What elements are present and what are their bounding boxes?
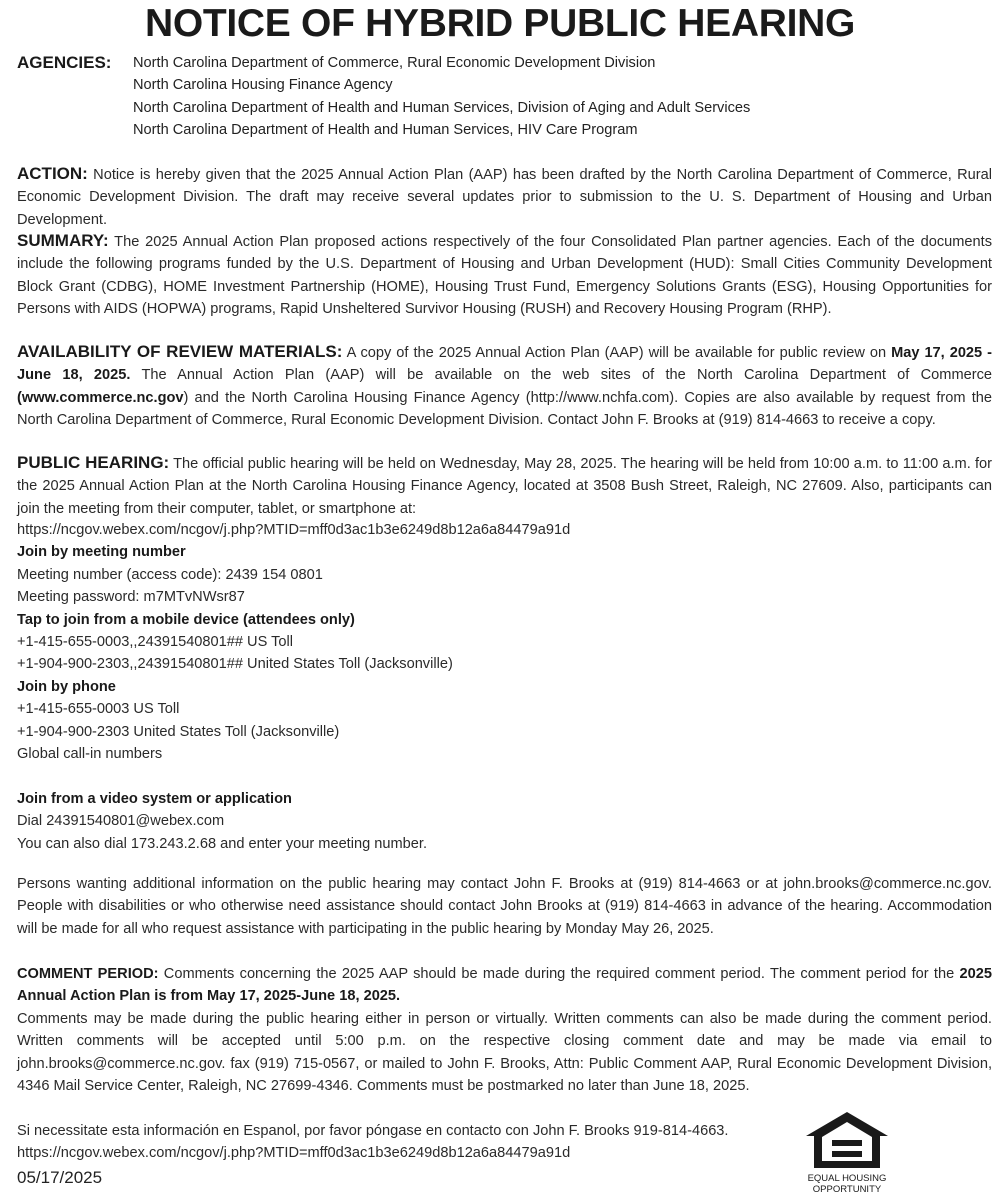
availability-text-1: A copy of the 2025 Annual Action Plan (AAP) will be available for public review on: [346, 345, 887, 361]
hearing-details: [17, 519, 992, 855]
commerce-url-link[interactable]: (www.commerce.nc.gov: [17, 389, 184, 406]
spanish-notice: Si necessitate esta información en Espanol, por favor póngase en contacto con John F. Brooks 919-814-4663.: [17, 1123, 729, 1139]
logo-line-1: EQUAL HOUSING: [807, 1173, 887, 1184]
availability-text-2: The Annual Action Plan (AAP) will be available on the web sites of the North Carolina Department of Commerce: [141, 367, 992, 384]
summary-label: SUMMARY:: [17, 231, 109, 250]
hearing-label: PUBLIC HEARING:: [17, 453, 170, 472]
spacer: [17, 765, 992, 787]
agencies-label: AGENCIES:: [17, 53, 112, 72]
mobile-number-2: +1-904-900-2303,,24391540801## United States Toll (Jacksonville): [17, 656, 453, 673]
comment-text-2: Comments may be made during the public hearing either in person or virtually. Written comments can also be made during the comment period. Written comments will be accepted until 5:00 p.m. on the respective closing comment date and may be made via email to john.brooks@commerce.nc.gov. fax (919) 715-0567, or mailed to John F. Brooks, Attn: Public Comment AAP, Rural Economic Development Division, 4346 Mail Service Center, Raleigh, NC 27699-4346. Comments must be postmarked no later than June 18, 2025.: [17, 1010, 992, 1095]
public-hearing-section: [17, 452, 992, 520]
hearing-text: The official public hearing will be held on Wednesday, May 28, 2025. The hearing will be held from 10:00 a.m. to 11:00 a.m. for the 2025 Annual Action Plan at the North Carolina Housing Finance Agency, located at 3508 Bush Street, Raleigh, NC 27609. Also, participants can join the meeting from their computer, tablet, or smartphone at:: [17, 456, 992, 517]
action-text: Notice is hereby given that the 2025 Annual Action Plan (AAP) has been drafted by the North Carolina Department of Commerce, Rural Economic Development Division. The draft may receive several updates prior to submission to the U. S. Department of Housing and Urban Development.: [17, 167, 992, 228]
meeting-number: Meeting number (access code): 2439 154 0801: [17, 566, 323, 583]
phone-heading: Join by phone: [17, 678, 116, 695]
join-number-heading: Join by meeting number: [17, 544, 186, 561]
summary-section: [17, 230, 992, 321]
summary-text: The 2025 Annual Action Plan proposed actions respectively of the four Consolidated Plan partner agencies. Each of the documents include the following programs funded by the U.S. Department of Housing and Urban Development (HUD): Small Cities Community Development Block Grant (CDBG), HOME Investment Partnership (HOME), Housing Trust Fund, Emergency Solutions Grants (ESG), Housing Opportunities for Persons with AIDS (HOPWA) programs, Rapid Unsheltered Survivor Housing (RUSH) and Recovery Housing Program (RHP).: [17, 234, 993, 318]
availability-text-3: ) and the North Carolina Housing Finance Agency (http://www.nchfa.com). Copies are also available by request from the North Carolina Department of Commerce, Rural Economic Development Division. Contact John F. Brooks at (919) 814-4663 to receive a copy.: [17, 389, 992, 429]
meeting-password: Meeting password: m7MTvNWsr87: [17, 589, 245, 606]
equal-housing-logo: [806, 1110, 888, 1194]
video-heading: Join from a video system or application: [17, 790, 292, 807]
phone-number-2: +1-904-900-2303 United States Toll (Jacksonville): [17, 723, 340, 740]
footer-webex-link[interactable]: https://ncgov.webex.com/ncgov/j.php?MTID=mff0d3ac1b3e6249d8b12a6a84479a91d: [17, 1145, 571, 1162]
comment-dates: 2025 Annual Action Plan is from May 17, 2025-June 18, 2025.: [17, 966, 992, 1005]
availability-label: AVAILABILITY OF REVIEW MATERIALS:: [17, 342, 343, 361]
agency-item: North Carolina Department of Health and Human Services, HIV Care Program: [133, 122, 638, 139]
action-section: [17, 163, 992, 231]
video-dial: Dial 24391540801@webex.com: [17, 813, 225, 830]
webex-link[interactable]: https://ncgov.webex.com/ncgov/j.php?MTID=mff0d3ac1b3e6249d8b12a6a84479a91d: [17, 522, 571, 538]
agency-item: North Carolina Department of Health and Human Services, Division of Aging and Adult Services: [133, 99, 751, 116]
video-ip: You can also dial 173.243.2.68 and enter your meeting number.: [17, 835, 427, 852]
agency-item: North Carolina Department of Commerce, Rural Economic Development Division: [133, 55, 656, 71]
comment-period-section: [17, 963, 992, 1097]
contact-paragraph: Persons wanting additional information on the public hearing may contact John F. Brooks at (919) 814-4663 or at john.brooks@commerce.nc.gov. People with disabilities or who otherwise need assistance should contact John Brooks at (919) 814-4663 in advance of the hearing. Accommodation will be made for all who request assistance with participating in the public hearing by Monday May 26, 2025.: [17, 876, 992, 937]
global-callin: Global call-in numbers: [17, 746, 163, 763]
mobile-number-1: +1-415-655-0003,,24391540801## US Toll: [17, 634, 294, 651]
comment-label: COMMENT PERIOD:: [17, 966, 159, 982]
publication-date: 05/17/2025: [17, 1168, 103, 1187]
page-title: NOTICE OF HYBRID PUBLIC HEARING: [144, 2, 856, 45]
comment-text-1: Comments concerning the 2025 AAP should be made during the required comment period. The comment period for the: [163, 966, 955, 982]
availability-dates: May 17, 2025 -June 18, 2025.: [17, 345, 993, 384]
agencies-list: [133, 52, 750, 142]
availability-section: [17, 341, 992, 432]
agency-item: North Carolina Housing Finance Agency: [133, 77, 393, 94]
phone-number-1: +1-415-655-0003 US Toll: [17, 701, 180, 718]
logo-line-2: OPPORTUNITY: [812, 1184, 882, 1194]
mobile-heading: Tap to join from a mobile device (attendees only): [17, 611, 355, 628]
action-label: ACTION:: [17, 164, 88, 183]
equal-housing-icon: [806, 1110, 888, 1194]
